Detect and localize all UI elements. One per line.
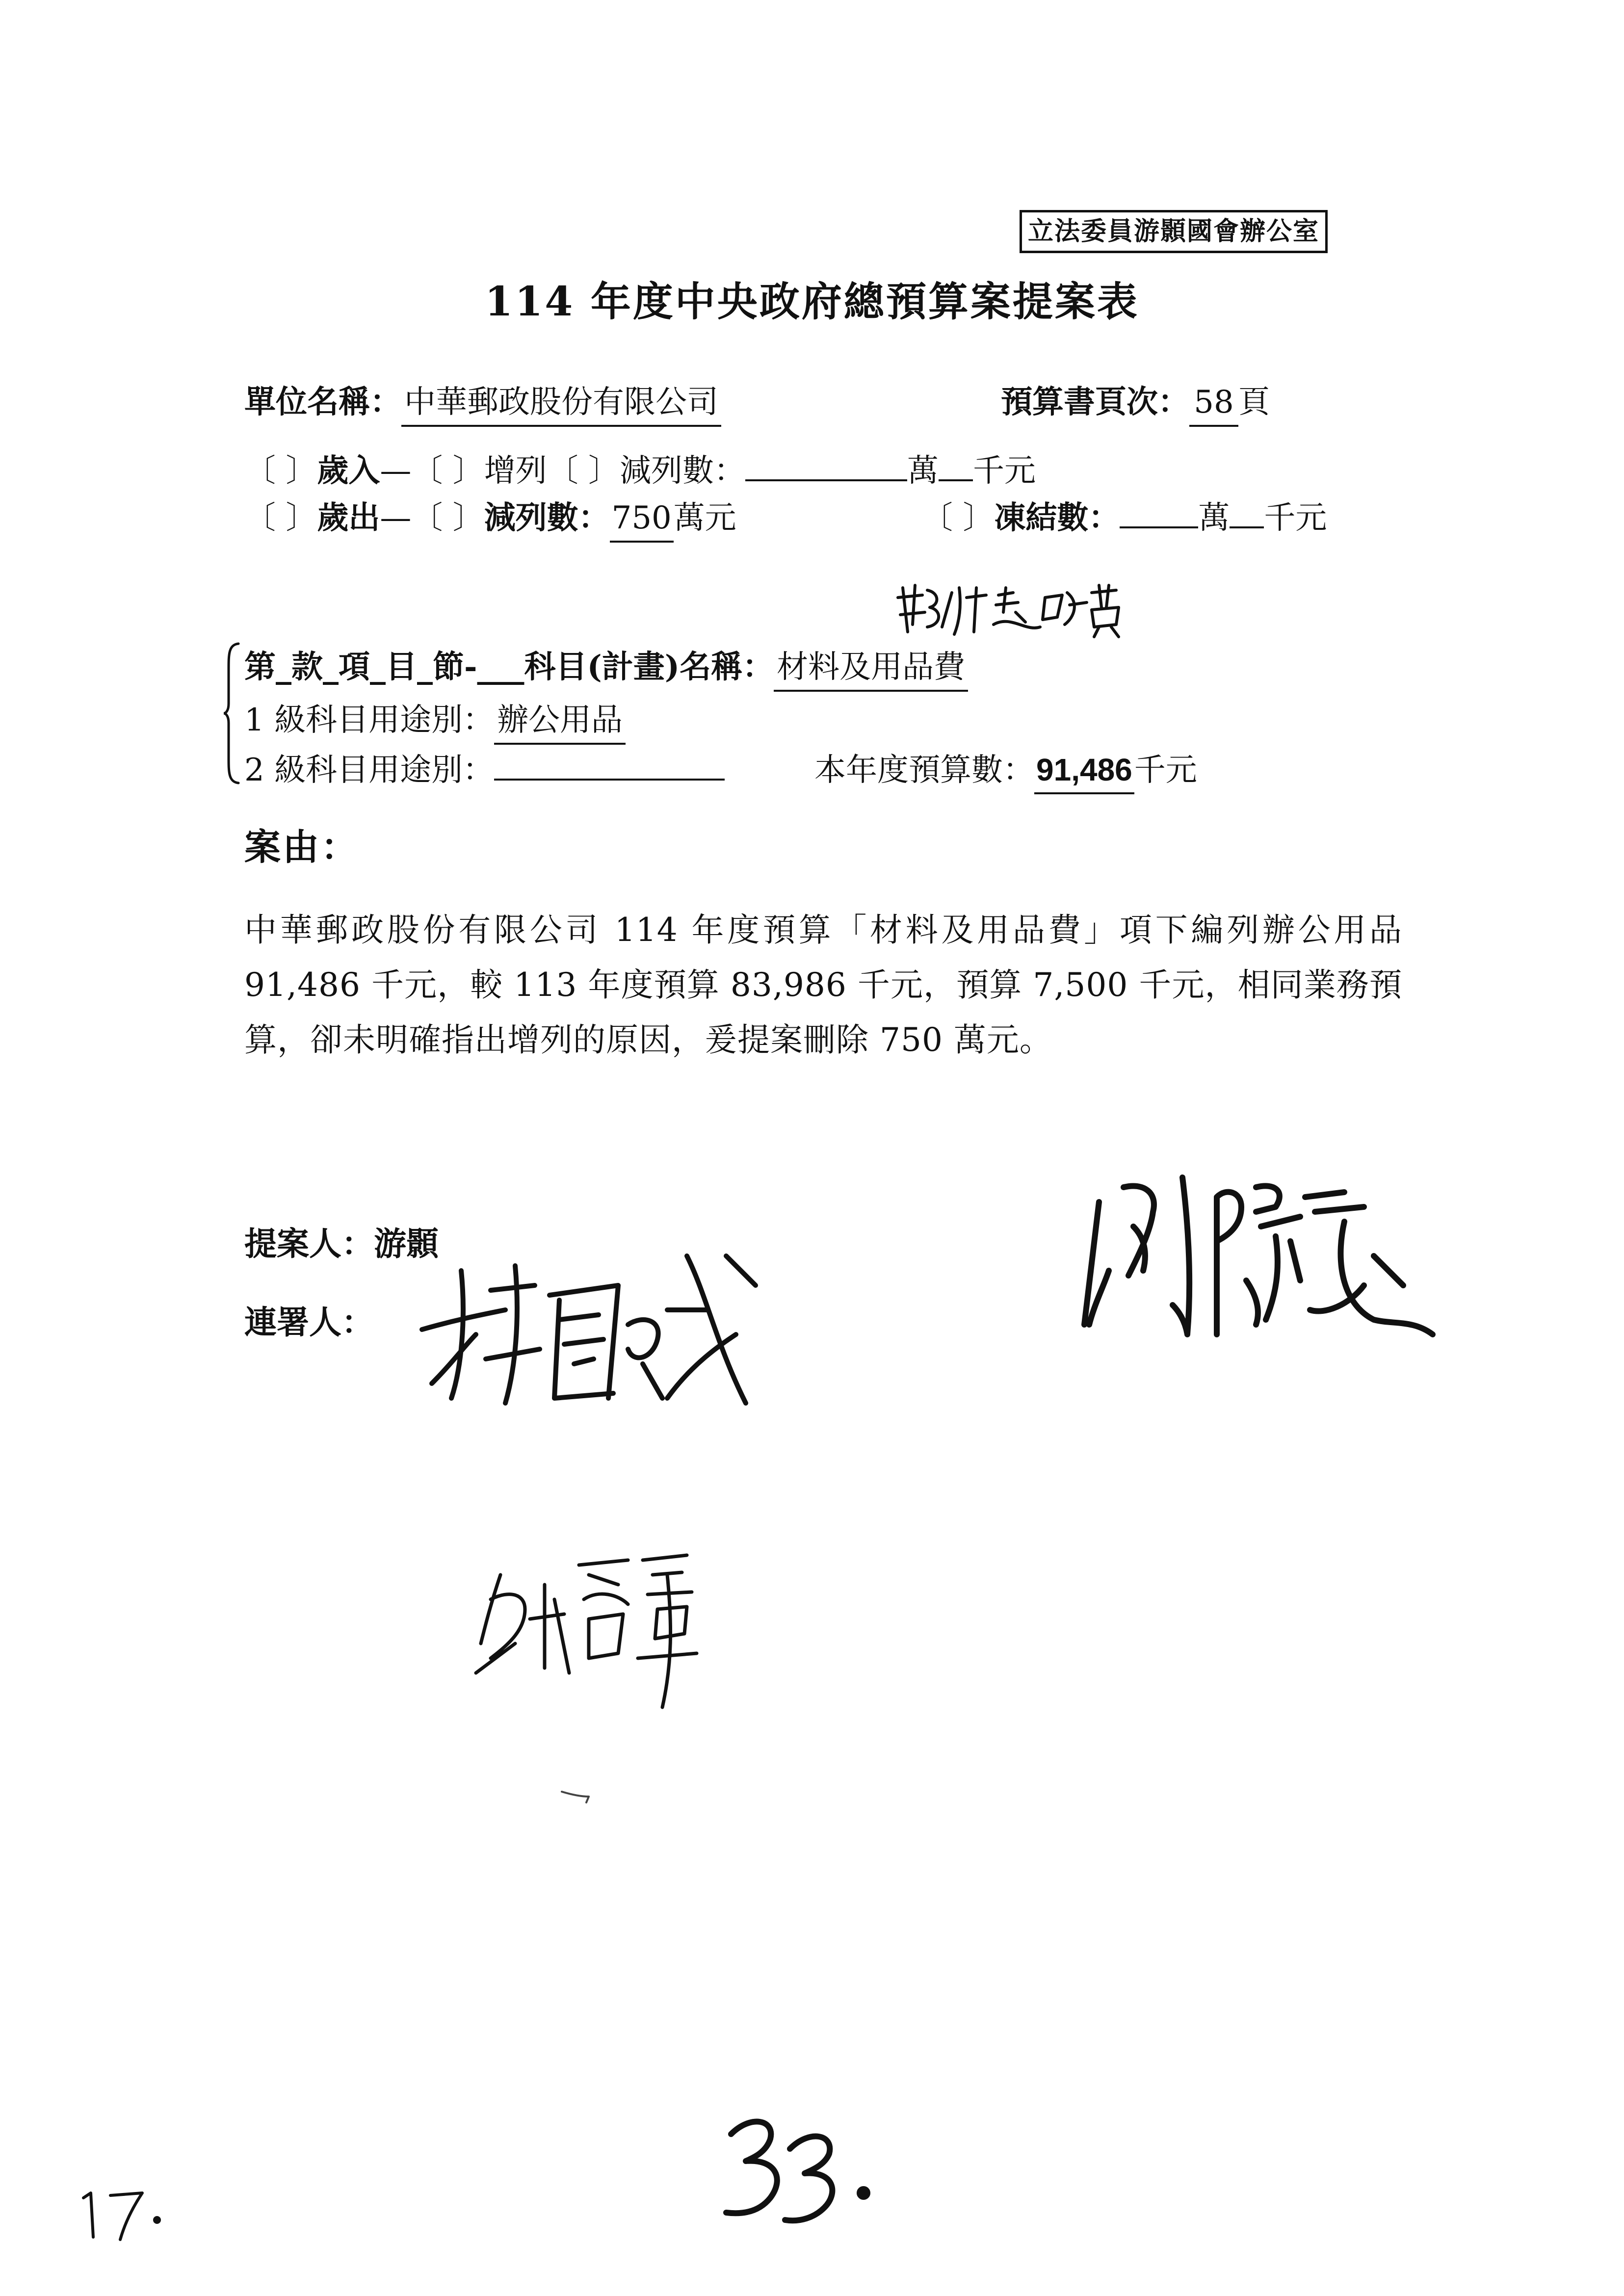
expenditure-row xyxy=(244,494,736,543)
revenue-checkbox[interactable]: 〔 〕 xyxy=(244,453,317,489)
cosigner-signature-1 xyxy=(412,1236,765,1425)
current-budget-value: 91,486 xyxy=(1034,747,1134,794)
revenue-increase-label: 增列 xyxy=(484,453,547,489)
level1-value: 辦公用品 xyxy=(494,698,626,745)
reason-heading: 案由： xyxy=(244,826,359,868)
current-budget-row xyxy=(814,746,1197,795)
proposer-label: 提案人： xyxy=(244,1225,374,1263)
level2-row xyxy=(244,746,725,795)
revenue-qian-blank[interactable] xyxy=(939,450,973,481)
unit-name-label: 單位名稱： xyxy=(244,384,401,420)
expenditure-dash: — xyxy=(380,500,412,536)
revenue-row xyxy=(244,446,1036,496)
level2-label: 2 級科目用途別： xyxy=(244,752,495,788)
expenditure-decrease-value: 750 xyxy=(610,496,674,543)
unit-name-row xyxy=(244,378,721,427)
brace-bracket xyxy=(222,640,241,789)
expenditure-checkbox[interactable]: 〔 〕 xyxy=(244,500,317,536)
stray-mark xyxy=(559,1786,594,1807)
cosigner-row xyxy=(244,1295,374,1349)
revenue-wan-blank[interactable] xyxy=(745,450,907,481)
expenditure-decrease-checkbox[interactable]: 〔 〕 xyxy=(411,500,484,536)
revenue-wan-unit: 萬 xyxy=(907,453,939,489)
cosigner-label: 連署人： xyxy=(244,1303,374,1341)
proposer-name: 游顥 xyxy=(374,1225,439,1263)
proposer-signature xyxy=(1070,1158,1462,1366)
expenditure-decrease-unit: 萬元 xyxy=(673,500,736,536)
budget-page-row xyxy=(1001,378,1270,427)
subject-row xyxy=(244,643,968,692)
handwritten-note xyxy=(893,578,1128,644)
form-title: 114 年度中央政府總預算案提案表 xyxy=(485,278,1139,325)
current-budget-unit: 千元 xyxy=(1134,752,1197,788)
level1-label: 1 級科目用途別： xyxy=(244,702,495,738)
expenditure-label: 歲出 xyxy=(317,499,380,536)
budget-page-value: 58 xyxy=(1189,380,1238,427)
freeze-qian-unit: 千元 xyxy=(1264,500,1327,536)
subject-label: 第_款_項_目_節-___科目(計畫)名稱： xyxy=(244,649,774,685)
freeze-wan-unit: 萬 xyxy=(1198,500,1230,536)
level1-row xyxy=(244,696,626,745)
level2-blank[interactable] xyxy=(494,749,725,781)
revenue-decrease-label: 減列數： xyxy=(620,453,746,489)
expenditure-decrease-label: 減列數： xyxy=(484,499,610,536)
reason-body: 中華郵政股份有限公司 114 年度預算「材料及用品費」項下編列辦公用品 91,486 千元，較 113 年度預算 83,986 千元，預算 7,500 千元，相同業務預算，卻未明確指出增列的原因，爰提案刪除 750 萬元。 xyxy=(244,911,1402,1059)
office-stamp: 立法委員游顥國會辦公室 xyxy=(1020,210,1328,253)
freeze-wan-blank[interactable] xyxy=(1120,497,1198,528)
freeze-checkbox[interactable]: 〔 〕 xyxy=(921,500,995,536)
cosigner-signature-2 xyxy=(471,1545,707,1714)
subject-value: 材料及用品費 xyxy=(774,645,968,692)
handwritten-file-number xyxy=(74,2173,172,2254)
freeze-row xyxy=(921,494,1327,543)
current-budget-label: 本年度預算數： xyxy=(814,752,1034,788)
revenue-qian-unit: 千元 xyxy=(973,453,1036,489)
revenue-increase-checkbox[interactable]: 〔 〕 xyxy=(411,453,484,489)
proposer-row xyxy=(244,1217,439,1271)
revenue-decrease-checkbox[interactable]: 〔 〕 xyxy=(547,453,620,489)
revenue-dash: — xyxy=(380,453,412,489)
handwritten-page-number xyxy=(716,2105,893,2234)
freeze-qian-blank[interactable] xyxy=(1230,497,1264,528)
budget-page-suffix: 頁 xyxy=(1238,384,1270,420)
freeze-label: 凍結數： xyxy=(994,499,1120,536)
budget-page-label: 預算書頁次： xyxy=(1001,384,1189,420)
revenue-label: 歲入 xyxy=(317,452,380,489)
unit-name-value: 中華郵政股份有限公司 xyxy=(401,380,721,427)
